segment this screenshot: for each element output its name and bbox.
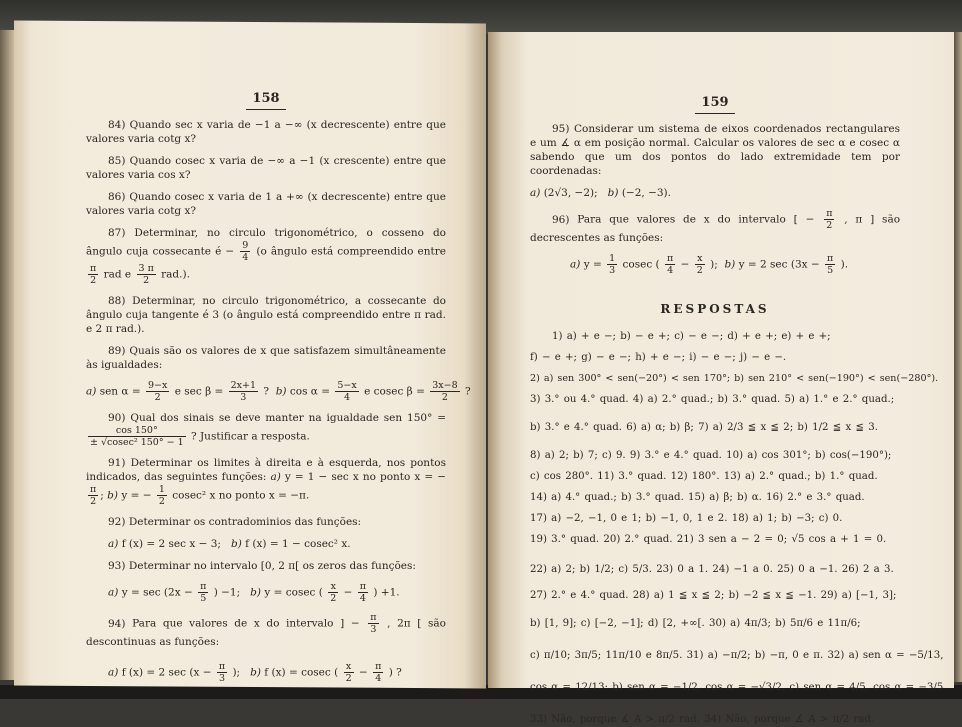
- question-84: 84) Quando sec x varia de −1 a −∞ (x decrescente) entre que valores varia cotg x?: [86, 119, 446, 145]
- answer-line: b) [1, 9]; c) [−2, −1]; d) [2, +∞[. 30) a) 4π/3; b) 5π/6 e 11π/6;: [530, 618, 861, 629]
- answer-line: 3) 3.° ou 4.° quad. 4) a) 2.° quad.; b) 3.° quad. 5) a) 1.° e 2.° quad.;: [530, 394, 895, 405]
- answer-line: b) 3.° e 4.° quad. 6) a) α; b) β; 7) a) 2/3 ≦ x ≦ 2; b) 1/2 ≦ x ≦ 3.: [530, 422, 879, 433]
- question-88: 88) Determinar, no circulo trigonométrico, a cossecante do ângulo cuja tangente é 3 (o ângulo está compreendido entre π rad. e 2 π rad.).: [86, 295, 446, 335]
- answer-line: 14) a) 4.° quad.; b) 3.° quad. 15) a) β; b) α. 16) 2.° e 3.° quad.: [530, 492, 865, 503]
- answer-line: c) cos 280°. 11) 3.° quad. 12) 180°. 13) a) 2.° quad.; b) 1.° quad.: [530, 471, 878, 482]
- answer-line: 2) a) sen 300° < sen(−20°) < sen 170°; b) sen 210° < sen(−190°) < sen(−280°).: [530, 373, 939, 384]
- question-93-parts: a) y = sec (2x − $\frac{\pi}{5}$ ) −1; b) y = cosec ( $\frac{x}{2}$ − $\frac{\pi}{4}$ ) +1.: [108, 581, 400, 604]
- answer-line: 27) 2.° e 4.° quad. 28) a) 1 ≦ x ≦ 2; b) −2 ≦ x ≦ −1. 29) a) [−1, 3];: [530, 590, 897, 601]
- question-91: 91) Determinar os limites à direita e à esquerda, nos pontos indicados, das seguintes funções: a) y = 1 − sec x no ponto x = − $\frac{\pi}{2}$ ; b) y = − $\frac{1}{2}$ cosec² x no ponto x = −π.: [86, 457, 447, 507]
- left-page-content: [86, 91, 471, 684]
- answer-line: 22) a) 2; b) 1/2; c) 5/3. 23) 0 a 1. 24) −1 a 0. 25) 0 a −1. 26) 2 a 3.: [530, 564, 894, 575]
- right-page-content: [530, 95, 944, 727]
- answer-line: 19) 3.° quad. 20) 2.° quad. 21) 3 sen a − 2 = 0; √5 cos a + 1 = 0.: [530, 534, 887, 545]
- answers-heading: RESPOSTAS: [660, 302, 770, 316]
- answers-list: [530, 330, 944, 727]
- question-95: 95) Considerar um sistema de eixos coordenados rectangulares e um ∡ α em posição normal. Calcular os valores de sec α e cosec α sabendo que um dos pontos do lado extremidade tem por coordenadas:: [530, 123, 900, 177]
- question-87: 87) Determinar, no circulo trigonométrico, o cosseno do ângulo cuja cossecante é − $\frac{9}{4}$ (o ângulo está compreendido entre $\frac{\pi}{2}$ rad e $\frac{3 \pi}{2}$ rad.).: [86, 227, 446, 286]
- answer-line: 33) Não, porque ∡ A > π/2 rad. 34) Não, porque ∡ A > π/2 rad.: [530, 714, 875, 725]
- answer-line: cos α = 12/13; b) sen α = −1/2, cos α = −√3/2, c) sen α = 4/5, cos α = −3/5: [530, 682, 944, 693]
- question-85: 85) Quando cosec x varia de −∞ a −1 (x crescente) entre que valores varia cos x?: [86, 155, 446, 181]
- page-number-right: 159: [530, 96, 900, 114]
- answer-line: 1) a) + e −; b) − e +; c) − e −; d) + e +; e) + e +;: [552, 331, 831, 342]
- question-93: 93) Determinar no intervalo [0, 2 π[ os zeros das funções:: [108, 560, 416, 572]
- question-94-parts: a) f (x) = 2 sec (x − $\frac{\pi}{3}$ ); b) f (x) = cosec ( $\frac{x}{2}$ − $\frac{\pi}{4}$ ) ?: [108, 661, 402, 684]
- question-86: 86) Quando cosec x varia de 1 a +∞ (x decrescente) entre que valores varia cotg x?: [86, 191, 446, 217]
- question-95-parts: a) (2√3, −2); b) (−2, −3).: [530, 187, 671, 199]
- right-page-edge: [954, 32, 962, 682]
- answer-line: 17) a) −2, −1, 0 e 1; b) −1, 0, 1 e 2. 18) a) 1; b) −3; c) 0.: [530, 513, 843, 524]
- question-96: 96) Para que valores de x do intervalo [ − $\frac{\pi}{2}$ , π ] são decrescentes as funções:: [530, 208, 901, 244]
- page-number-left: 158: [86, 92, 446, 110]
- question-96-parts: a) y = $\frac{1}{3}$ cosec ( $\frac{\pi}{4}$ − $\frac{x}{2}$ ); b) y = 2 sec (3x − $\frac{\pi}{5}$ ).: [570, 253, 849, 276]
- answer-line: 8) a) 2; b) 7; c) 9. 9) 3.° e 4.° quad. 10) a) cos 301°; b) cos(−190°);: [530, 450, 892, 461]
- answer-line: c) π/10; 3π/5; 11π/10 e 8π/5. 31) a) −π/2; b) −π, 0 e π. 32) a) sen α = −5/13,: [530, 650, 944, 661]
- question-94: 94) Para que valores de x do intervalo ] − $\frac{\pi}{3}$ , 2π [ são descontinuas as funções:: [86, 612, 446, 648]
- question-89-parts: a) sen α = $\frac{9-x}{2}$ e sec β = $\frac{2x+1}{3}$ ? b) cos α = $\frac{5-x}{4}$ e cosec β = $\frac{3x-8}{2}$ ?: [86, 380, 471, 403]
- question-89: 89) Quais são os valores de x que satisfazem simultâneamente às igualdades:: [86, 345, 446, 371]
- answer-line: f) − e +; g) − e −; h) + e −; i) − e −; j) − e −.: [530, 352, 787, 363]
- question-92-parts: a) f (x) = 2 sec x − 3; b) f (x) = 1 − cosec² x.: [108, 538, 351, 550]
- left-page-edge: [0, 30, 14, 680]
- question-92: 92) Determinar os contradominios das funções:: [108, 516, 362, 528]
- question-90: 90) Qual dos sinais se deve manter na igualdade sen 150° = $\frac{\cos 150^\circ}{\text{± √cosec² 150° − 1}}$ ? Justificar a resposta.: [90, 412, 446, 448]
